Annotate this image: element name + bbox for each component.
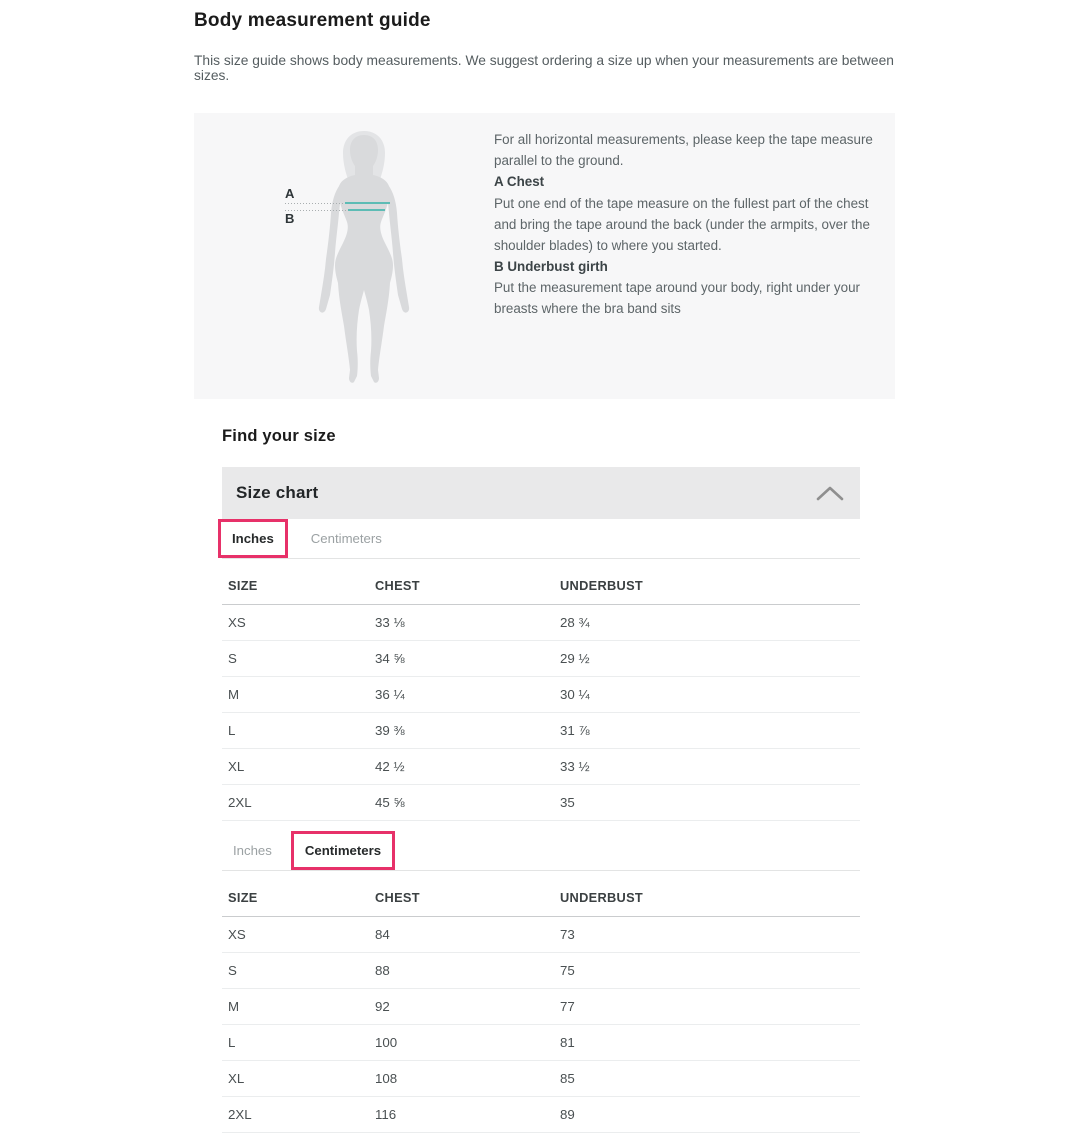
chest-instructions: Put one end of the tape measure on the fullest part of the chest and bring the tape around the back (under the armpits, over the shoulder blades) to where you started. [494, 195, 870, 253]
table-row [222, 989, 860, 1025]
size-cell: M [222, 989, 369, 1025]
tab-inches[interactable]: Inches [218, 519, 288, 558]
size-cell: S [222, 641, 369, 677]
size-cell: XL [222, 1061, 369, 1097]
chest-cell: 92 [369, 989, 554, 1025]
size-table-centimeters [222, 884, 860, 1133]
find-your-size-section [222, 427, 860, 1133]
underbust-heading: B Underbust girth [494, 259, 608, 275]
table-row [222, 1097, 860, 1133]
measure-label-b: B [285, 211, 295, 226]
size-cell: 2XL [222, 785, 369, 821]
size-cell: XS [222, 917, 369, 953]
table-row [222, 749, 860, 785]
size-cell: S [222, 953, 369, 989]
chest-cell: 84 [369, 917, 554, 953]
measurement-instructions [494, 129, 874, 320]
underbust-cell: 35 [554, 785, 860, 821]
tab-centimeters[interactable]: Centimeters [310, 531, 382, 546]
underbust-cell: 77 [554, 989, 860, 1025]
chest-column-header: CHEST [369, 884, 554, 917]
size-cell: L [222, 713, 369, 749]
underbust-cell: 75 [554, 953, 860, 989]
size-chart-accordion-header[interactable] [222, 467, 860, 519]
size-column-header: SIZE [222, 884, 369, 917]
underbust-cell: 89 [554, 1097, 860, 1133]
chevron-up-icon[interactable] [816, 485, 844, 501]
find-your-size-heading: Find your size [222, 427, 336, 445]
table-row [222, 917, 860, 953]
table-header-row [222, 884, 860, 917]
underbust-cell: 29 ½ [554, 641, 860, 677]
unit-tabs-inches-active [222, 519, 860, 559]
chest-cell: 45 ⅝ [369, 785, 554, 821]
chest-cell: 36 ¼ [369, 677, 554, 713]
underbust-measure-line [348, 209, 385, 211]
underbust-cell: 33 ½ [554, 749, 860, 785]
measure-label-a: A [285, 186, 295, 201]
size-table-inches [222, 572, 860, 821]
table-row [222, 953, 860, 989]
table-row [222, 677, 860, 713]
chest-cell: 88 [369, 953, 554, 989]
tab-centimeters[interactable]: Centimeters [291, 831, 395, 870]
chest-cell: 39 ⅜ [369, 713, 554, 749]
underbust-column-header: UNDERBUST [554, 884, 860, 917]
page-title: Body measurement guide [194, 10, 431, 31]
underbust-cell: 81 [554, 1025, 860, 1061]
chest-cell: 42 ½ [369, 749, 554, 785]
chest-cell: 33 ⅛ [369, 605, 554, 641]
table-row [222, 785, 860, 821]
underbust-cell: 30 ¼ [554, 677, 860, 713]
table-row [222, 1025, 860, 1061]
intro-text: This size guide shows body measurements. We suggest ordering a size up when your measurements are between sizes. [194, 53, 894, 83]
underbust-cell: 31 ⅞ [554, 713, 860, 749]
measurement-guide-panel [194, 113, 895, 399]
table-row [222, 605, 860, 641]
chest-cell: 100 [369, 1025, 554, 1061]
table-row [222, 641, 860, 677]
body-silhouette-image [304, 131, 424, 383]
chest-column-header: CHEST [369, 572, 554, 605]
chest-cell: 108 [369, 1061, 554, 1097]
chest-measure-line [345, 202, 390, 204]
size-cell: 2XL [222, 1097, 369, 1133]
unit-tabs-centimeters-active [222, 831, 860, 871]
underbust-cell: 73 [554, 917, 860, 953]
tape-measure-note: For all horizontal measurements, please keep the tape measure parallel to the ground. [494, 132, 873, 169]
table-header-row [222, 572, 860, 605]
chest-cell: 116 [369, 1097, 554, 1133]
underbust-cell: 85 [554, 1061, 860, 1097]
chest-cell: 34 ⅝ [369, 641, 554, 677]
size-column-header: SIZE [222, 572, 369, 605]
underbust-cell: 28 ¾ [554, 605, 860, 641]
table-row [222, 1061, 860, 1097]
size-cell: M [222, 677, 369, 713]
underbust-instructions: Put the measurement tape around your body, right under your breasts where the bra band sits [494, 280, 860, 317]
size-cell: XS [222, 605, 369, 641]
tab-inches[interactable]: Inches [233, 843, 272, 858]
table-row [222, 713, 860, 749]
chest-heading: A Chest [494, 174, 545, 190]
size-chart-title: Size chart [236, 483, 319, 502]
size-cell: L [222, 1025, 369, 1061]
size-cell: XL [222, 749, 369, 785]
underbust-column-header: UNDERBUST [554, 572, 860, 605]
